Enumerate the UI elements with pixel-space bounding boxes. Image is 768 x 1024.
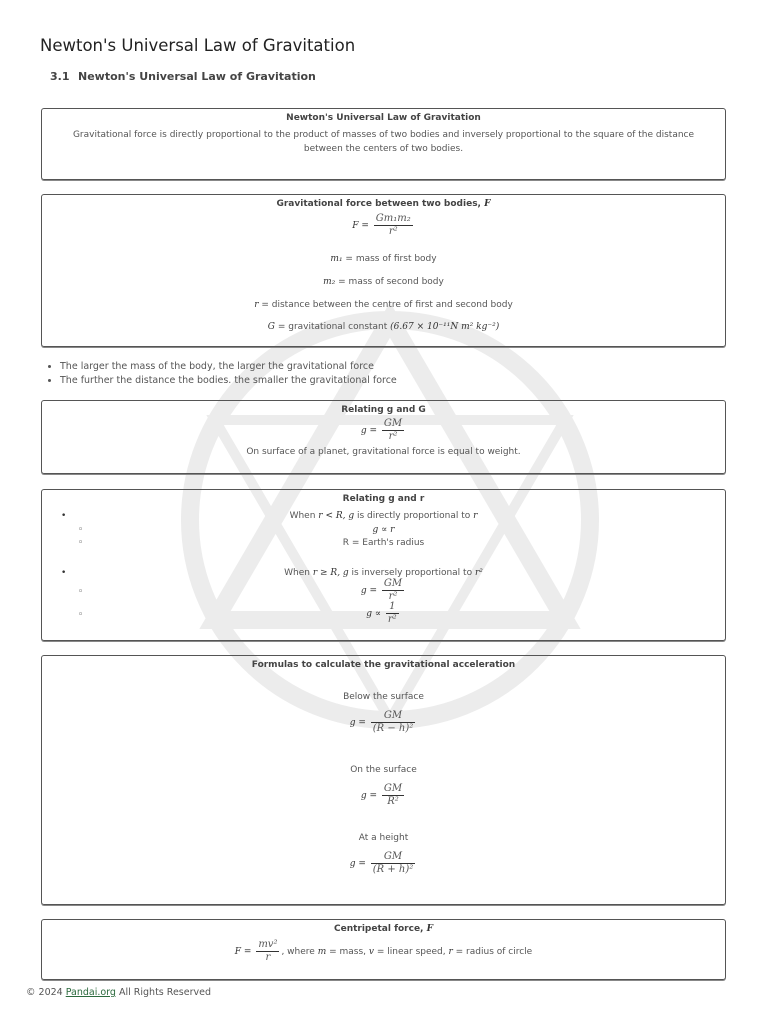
force-fraction [374, 213, 413, 238]
case2-var: r² [474, 568, 483, 578]
case2-condition: r ≥ R, g [312, 568, 349, 578]
centripetal-where: , where [281, 947, 318, 957]
footer-rights: All Rights Reserved [115, 987, 211, 998]
centripetal-v-symbol: v [368, 947, 374, 957]
below-surface-label: Below the surface [343, 692, 424, 702]
m1-definition [42, 254, 725, 264]
pandai-link[interactable]: Pandai.org [65, 987, 116, 998]
below-numerator: GM [371, 710, 416, 723]
law-definition-box [41, 108, 726, 180]
m2-text: = mass of second body [335, 277, 444, 287]
case2-proportion-fraction [386, 601, 399, 626]
below-surface-formula [42, 710, 725, 735]
centripetal-denominator: r [265, 952, 271, 963]
list-item: • The larger the mass of the body, the larger the gravitational force [60, 360, 397, 374]
centripetal-v-text: = linear speed, [373, 947, 449, 957]
case2-formula-lhs: g = [360, 586, 378, 596]
m1-symbol: m₁ [330, 254, 343, 264]
bullet-circle-icon: ◦ [78, 610, 84, 620]
g-constant-definition [42, 322, 725, 332]
m2-definition [42, 277, 725, 287]
case2-denominator: r² [388, 591, 398, 602]
g-constant-text: = gravitational constant [274, 322, 391, 332]
on-formula-lhs: g = [360, 791, 378, 801]
case1-condition: r < R, g [318, 511, 355, 521]
bullet-circle-icon: ◦ [78, 525, 84, 535]
bullet-disc-icon: • [61, 511, 67, 521]
section-title: Newton's Universal Law of Gravitation [78, 70, 316, 83]
footer [26, 987, 211, 998]
gravitational-force-box [41, 194, 726, 347]
centripetal-force-box [41, 919, 726, 980]
on-surface-label: On the surface [350, 765, 417, 775]
height-formula-lhs: g = [349, 859, 366, 869]
height-fraction [371, 851, 416, 876]
list-item: • The further the distance the bodies. the smaller the gravitational force [60, 374, 397, 388]
centripetal-title-text: Centripetal force, [333, 924, 427, 934]
force-formula-lhs: F = [352, 221, 369, 231]
acceleration-formulas-box [41, 655, 726, 905]
case1-proportion-text: g ∝ r [372, 525, 395, 535]
relating-gG-text: On surface of a planet, gravitational force is equal to weight. [246, 447, 521, 457]
centripetal-m-text: = mass, [326, 947, 369, 957]
centripetal-title [42, 924, 725, 934]
case1-suffix: is directly proportional to [354, 511, 474, 521]
case2-proportion-lhs: g ∝ [366, 609, 382, 619]
below-formula-lhs: g = [349, 718, 366, 728]
case2-statement [42, 568, 725, 578]
case1-prefix: When [289, 511, 319, 521]
case2-fraction [382, 578, 404, 603]
case2-prefix: When [284, 568, 313, 578]
force-formula [42, 213, 725, 238]
case1-radius-note: R = Earth's radius [342, 538, 425, 548]
law-text-line2: between the centers of two bodies. [303, 144, 464, 154]
centripetal-r-text: = radius of circle [452, 947, 533, 957]
case2-formula [42, 578, 725, 603]
gG-denominator: r² [388, 431, 398, 442]
m2-symbol: m₂ [323, 277, 336, 287]
height-numerator: GM [371, 851, 416, 864]
r-definition [42, 300, 725, 310]
section-number: 3.1 [50, 70, 70, 83]
relating-g-r-box [41, 489, 726, 641]
case2-proportion [42, 601, 725, 626]
case1-statement [42, 511, 725, 521]
r-symbol: r [254, 300, 259, 310]
at-height-label: At a height [358, 833, 409, 843]
centripetal-formula [42, 939, 725, 964]
relating-gG-formula [42, 418, 725, 443]
case2-proportion-denominator: r² [387, 614, 397, 625]
force-title-symbol: F [484, 199, 491, 209]
formulas-title: Formulas to calculate the gravitational acceleration [251, 660, 516, 670]
below-denominator: (R − h)² [372, 723, 414, 734]
on-numerator: GM [383, 783, 403, 794]
g-constant-value: (6.67 × 10⁻¹¹N m² kg⁻²) [390, 322, 500, 332]
gravity-notes-list [48, 360, 397, 388]
centripetal-numerator: mv² [258, 939, 278, 950]
centripetal-title-symbol: F [426, 924, 433, 934]
force-box-title [42, 199, 725, 209]
g-constant-symbol: G [267, 322, 275, 332]
footer-copyright: © 2024 [26, 987, 66, 998]
below-fraction [371, 710, 416, 735]
centripetal-m-symbol: m [317, 947, 327, 957]
on-fraction [382, 783, 404, 808]
bullet-disc-icon: • [61, 568, 67, 578]
force-numerator: Gm₁m₂ [375, 213, 411, 224]
relating-gr-title: Relating g and r [342, 494, 425, 504]
law-text-line1: Gravitational force is directly proportional to the product of masses of two bodies and inversely proportional to the square of the distance [72, 130, 695, 140]
law-box-title: Newton's Universal Law of Gravitation [286, 113, 481, 123]
case1-proportion [42, 525, 725, 535]
bullet-circle-icon: ◦ [78, 538, 84, 548]
case2-numerator: GM [383, 578, 403, 589]
on-surface-formula [42, 783, 725, 808]
m1-text: = mass of first body [342, 254, 437, 264]
gG-numerator: GM [383, 418, 403, 429]
height-denominator: (R + h)² [372, 864, 414, 875]
gG-formula-lhs: g = [360, 426, 378, 436]
bullet-circle-icon: ◦ [78, 587, 84, 597]
force-title-text: Gravitational force between two bodies, [276, 199, 485, 209]
case2-suffix: is inversely proportional to [348, 568, 475, 578]
relating-gG-title: Relating g and G [341, 405, 426, 415]
case2-proportion-numerator: 1 [386, 601, 399, 614]
gG-fraction [382, 418, 404, 443]
centripetal-fraction [256, 939, 279, 964]
centripetal-r-symbol: r [448, 947, 453, 957]
at-height-formula [42, 851, 725, 876]
page-title: Newton's Universal Law of Gravitation [40, 36, 356, 55]
on-denominator: R² [387, 796, 399, 807]
case1-var: r [473, 511, 478, 521]
force-denominator: r² [388, 226, 398, 237]
relating-g-G-box [41, 400, 726, 474]
centripetal-formula-lhs: F = [234, 947, 252, 957]
section-heading [50, 70, 316, 83]
r-text: = distance between the centre of first and second body [258, 300, 513, 310]
